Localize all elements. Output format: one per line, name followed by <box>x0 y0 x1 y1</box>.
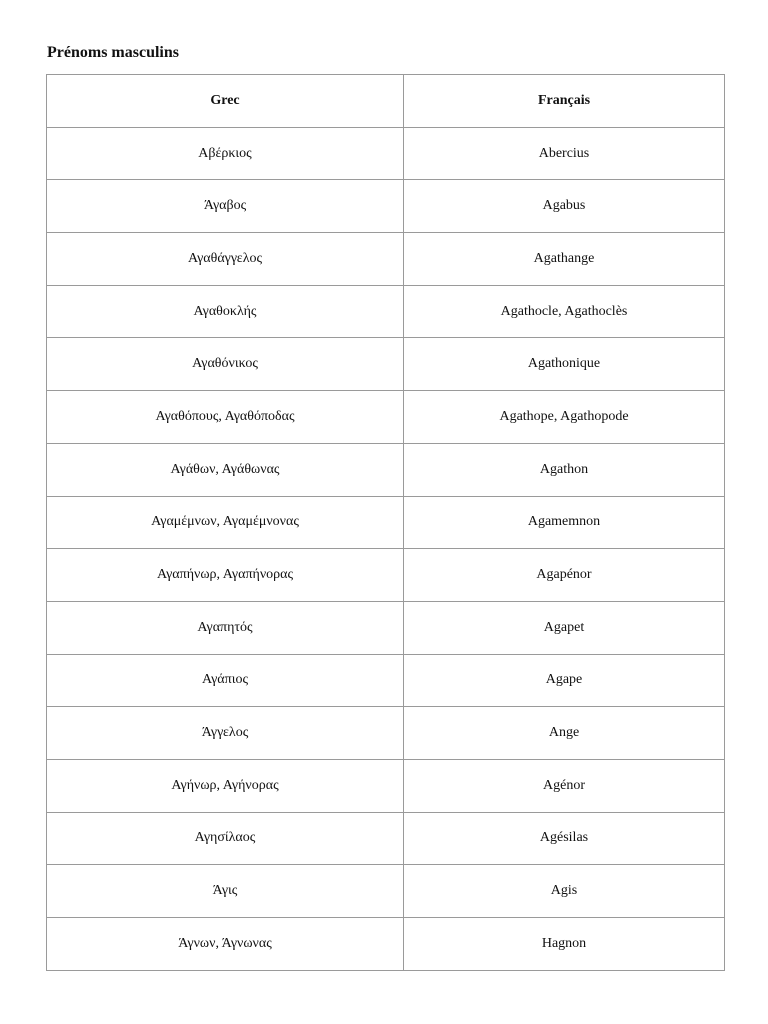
table-row <box>47 812 725 865</box>
page-heading: Prénoms masculins <box>47 44 179 61</box>
greek-name-cell: Αγαθάγγελος <box>47 233 404 286</box>
table-row <box>47 180 725 233</box>
french-name-cell: Agathope, Agathopode <box>404 391 725 444</box>
table-row <box>47 707 725 760</box>
french-name-cell: Agapet <box>404 601 725 654</box>
table-row <box>47 391 725 444</box>
french-name-cell: Agénor <box>404 759 725 812</box>
french-name-cell: Agathonique <box>404 338 725 391</box>
french-name-cell: Agathocle, Agathoclès <box>404 285 725 338</box>
table-row <box>47 865 725 918</box>
table-row <box>47 496 725 549</box>
greek-name-cell: Άγαβος <box>47 180 404 233</box>
greek-name-cell: Άγνων, Άγνωνας <box>47 918 404 971</box>
table-row <box>47 338 725 391</box>
greek-name-cell: Αγαπητός <box>47 601 404 654</box>
table-row <box>47 601 725 654</box>
greek-name-cell: Αγαθοκλής <box>47 285 404 338</box>
table-row <box>47 549 725 602</box>
names-table <box>46 74 725 971</box>
greek-name-cell: Αγαμέμνων, Αγαμέμνονας <box>47 496 404 549</box>
french-name-cell: Agamemnon <box>404 496 725 549</box>
greek-name-cell: Άγγελος <box>47 707 404 760</box>
french-name-cell: Abercius <box>404 127 725 180</box>
french-name-cell: Agésilas <box>404 812 725 865</box>
french-name-cell: Agis <box>404 865 725 918</box>
table-row <box>47 759 725 812</box>
french-name-cell: Ange <box>404 707 725 760</box>
french-name-cell: Agapénor <box>404 549 725 602</box>
column-header-french: Français <box>404 75 725 128</box>
greek-name-cell: Αγησίλαος <box>47 812 404 865</box>
greek-name-cell: Αγάθων, Αγάθωνας <box>47 443 404 496</box>
french-name-cell: Agathon <box>404 443 725 496</box>
column-header-greek: Grec <box>47 75 404 128</box>
french-name-cell: Agape <box>404 654 725 707</box>
greek-name-cell: Αγαθόπους, Αγαθόποδας <box>47 391 404 444</box>
table-row <box>47 918 725 971</box>
french-name-cell: Agabus <box>404 180 725 233</box>
greek-name-cell: Άγις <box>47 865 404 918</box>
table-row <box>47 443 725 496</box>
greek-name-cell: Αγαθόνικος <box>47 338 404 391</box>
greek-name-cell: Αγαπήνωρ, Αγαπήνορας <box>47 549 404 602</box>
table-row <box>47 233 725 286</box>
french-name-cell: Agathange <box>404 233 725 286</box>
table-header-row <box>47 75 725 128</box>
greek-name-cell: Αγάπιος <box>47 654 404 707</box>
table-row <box>47 127 725 180</box>
greek-name-cell: Αγήνωρ, Αγήνορας <box>47 759 404 812</box>
greek-name-cell: Αβέρκιος <box>47 127 404 180</box>
table-row <box>47 285 725 338</box>
table-row <box>47 654 725 707</box>
french-name-cell: Hagnon <box>404 918 725 971</box>
